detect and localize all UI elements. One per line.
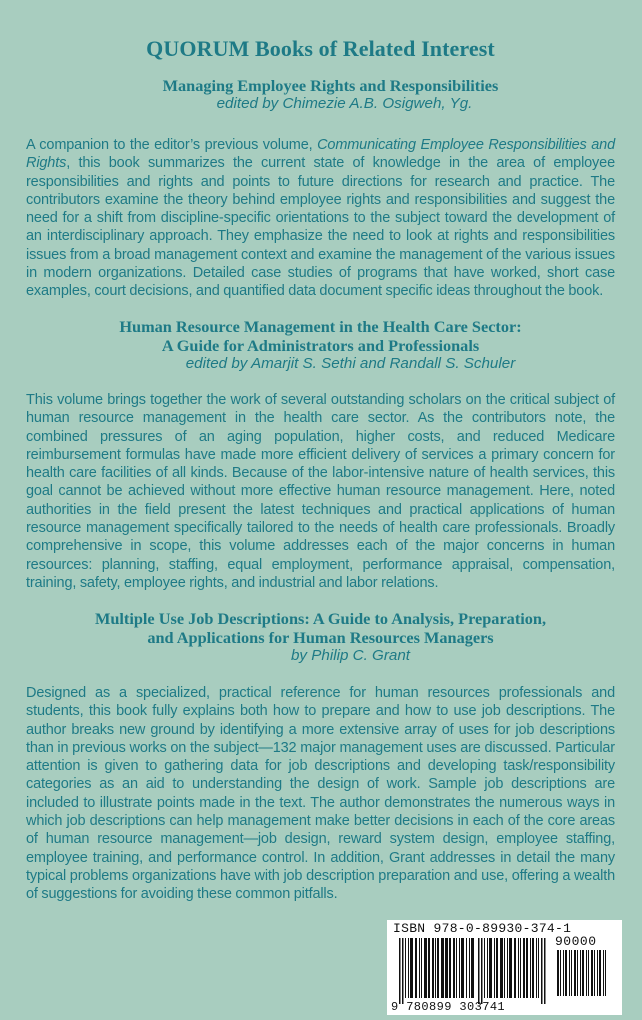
price-code: 90000: [555, 934, 597, 949]
barcode-addon-bar: [574, 950, 576, 996]
barcode-bar: [405, 938, 406, 998]
barcode-bar: [421, 938, 422, 998]
barcode-bar: [487, 938, 488, 998]
barcode-bar: [415, 938, 417, 998]
barcode-addon-bar: [565, 950, 567, 996]
book-entry-1: [26, 76, 615, 301]
barcode-bar: [509, 938, 512, 998]
barcode-bar: [432, 938, 434, 998]
barcode-bar: [449, 938, 451, 998]
barcode-addon-bar: [560, 950, 561, 996]
barcode-addon-bar: [599, 950, 601, 996]
barcode-addon-bar: [605, 950, 606, 996]
barcode-bar: [518, 938, 519, 998]
barcode-bar: [494, 938, 495, 998]
book-entry-2: [26, 317, 615, 592]
barcode-addon-bar: [603, 950, 604, 996]
barcode: [387, 920, 622, 1015]
barcode-bar: [461, 938, 464, 998]
barcode-guard-bar: [478, 938, 480, 1004]
barcode-bar: [489, 938, 492, 998]
barcode-bar: [459, 938, 460, 998]
book-author: by Philip C. Grant: [290, 647, 411, 664]
barcode-bar: [538, 938, 539, 998]
isbn-label: ISBN 978-0-89930-374-1: [393, 921, 572, 936]
barcode-addon-bar: [557, 950, 559, 996]
barcode-bar: [507, 938, 508, 998]
barcode-bar: [520, 938, 521, 998]
barcode-bar: [500, 938, 503, 998]
barcode-guard-bar: [402, 938, 404, 1004]
barcode-bar: [445, 938, 448, 998]
barcode-addon-bar: [577, 950, 578, 996]
barcode-bar: [428, 938, 430, 998]
book-description: A companion to the editor’s previous volume, Communicating Employee Responsibilities and Rights, this book summarizes the current state of knowledge in the area of employee responsibilities and rights and points to future directions for research and practice. The contributors examine the theory behind employee rights and responsibilities and suggest the need for a shift from discipline-specific orientations to the subject toward the development of an interdisciplinary approach. They emphasize the need to look at rights and responsibilities issues from a broad management context and examine the management of the various issues in modern organizations. Detailed case studies of programs that have worked, short case examples, court decisions, and quantified data document specific ideas throughout the book.: [26, 137, 615, 300]
barcode-bar: [410, 938, 413, 998]
barcode-bar: [523, 938, 525, 998]
barcode-bar: [484, 938, 485, 998]
barcode-addon-bar: [586, 950, 587, 996]
barcode-bar: [469, 938, 470, 998]
barcode-bar: [456, 938, 457, 998]
barcode-bar: [441, 938, 444, 998]
barcode-addon-bar: [571, 950, 572, 996]
barcode-addon-bar: [569, 950, 570, 996]
barcode-addon-bar: [591, 950, 593, 996]
barcode-guard-bar: [481, 938, 483, 1004]
book-title-line-2: A Guide for Administrators and Professionals: [161, 336, 480, 355]
barcode-addon-bar: [580, 950, 581, 996]
book-title-line-1: Human Resource Management in the Health Care Sector:: [119, 317, 522, 336]
barcode-bar: [526, 938, 528, 998]
barcode-bar: [437, 938, 439, 998]
book-description: This volume brings together the work of several outstanding scholars on the critical subject of human resource management in the health care sector. As the contributors note, the combined pressures of an aging population, higher costs, and reduced Medicare reimbursement formulas have made more efficient delivery of services a primary concern for health care facilities of all kinds. Because of the labor-intensive nature of health services, this goal cannot be achieved without more effective human resource management. Here, noted authorities in the field present the latest techniques and practical applications of human resource management specifically tailored to the needs of health care professionals. Broadly comprehensive in scope, this volume addresses each of the major concerns in human resources: planning, staffing, equal employment, performance appraisal, compensation, training, safety, employee rights, and industrial and labor relations.: [26, 392, 615, 591]
barcode-bar: [530, 938, 531, 998]
book-description: Designed as a specialized, practical reference for human resources professionals and students, this book fully explains both how to prepare and how to use job descriptions. The author breaks new ground by identifying a more extensive array of uses for job descriptions than in previous works on the subject—132 major management uses are discussed. Particular attention is given to gathering data for job descriptions and developing task/responsibility categories as an aid to understanding the design of work. Sample job descriptions are included to illustrate points made in the text. The author demonstrates the numerous ways in which job descriptions can help management make better decisions in each of the core areas of human resource management—job design, reward system design, employee staffing, employee training, and performance control. In addition, Grant addresses in detail the many typical problems organizations have with job description preparation and use, offering a wealth of suggestions for avoiding these common pitfalls.: [26, 685, 615, 903]
book-entry-3: [26, 609, 615, 904]
barcode-guard-bar: [399, 938, 401, 1004]
barcode-addon-bar: [588, 950, 589, 996]
barcode-bar: [504, 938, 505, 998]
barcode-addon-bar: [582, 950, 584, 996]
barcode-bar: [471, 938, 474, 998]
referenced-volume-title: Communicating Employee Responsibilities and Rights: [26, 137, 615, 172]
ean-digits: 9 780899 303741: [391, 1000, 506, 1014]
barcode-bar: [435, 938, 436, 998]
book-title-line-1: Multiple Use Job Descriptions: A Guide to Analysis, Preparation,: [94, 609, 547, 628]
barcode-addon-bar: [597, 950, 598, 996]
barcode-bar: [408, 938, 409, 998]
barcode-bar: [424, 938, 427, 998]
barcode-bar: [453, 938, 455, 998]
book-editor: edited by Chimezie A.B. Osigweh, Yg.: [216, 95, 473, 112]
barcode-bar: [514, 938, 516, 998]
barcode-bar: [466, 938, 467, 998]
barcode-bar: [532, 938, 534, 998]
barcode-bar: [536, 938, 537, 998]
page-title: QUORUM Books of Related Interest: [146, 36, 495, 61]
barcode-guard-bar: [544, 938, 546, 1004]
book-title-line-2: and Applications for Human Resources Managers: [147, 628, 494, 647]
barcode-bar: [496, 938, 498, 998]
barcode-addon-bar: [563, 950, 564, 996]
barcode-addon-bar: [594, 950, 595, 996]
book-editor: edited by Amarjit S. Sethi and Randall S. Schuler: [185, 355, 516, 372]
book-title: Managing Employee Rights and Responsibilities: [162, 76, 499, 95]
barcode-guard-bar: [541, 938, 543, 1004]
barcode-bar: [419, 938, 420, 998]
